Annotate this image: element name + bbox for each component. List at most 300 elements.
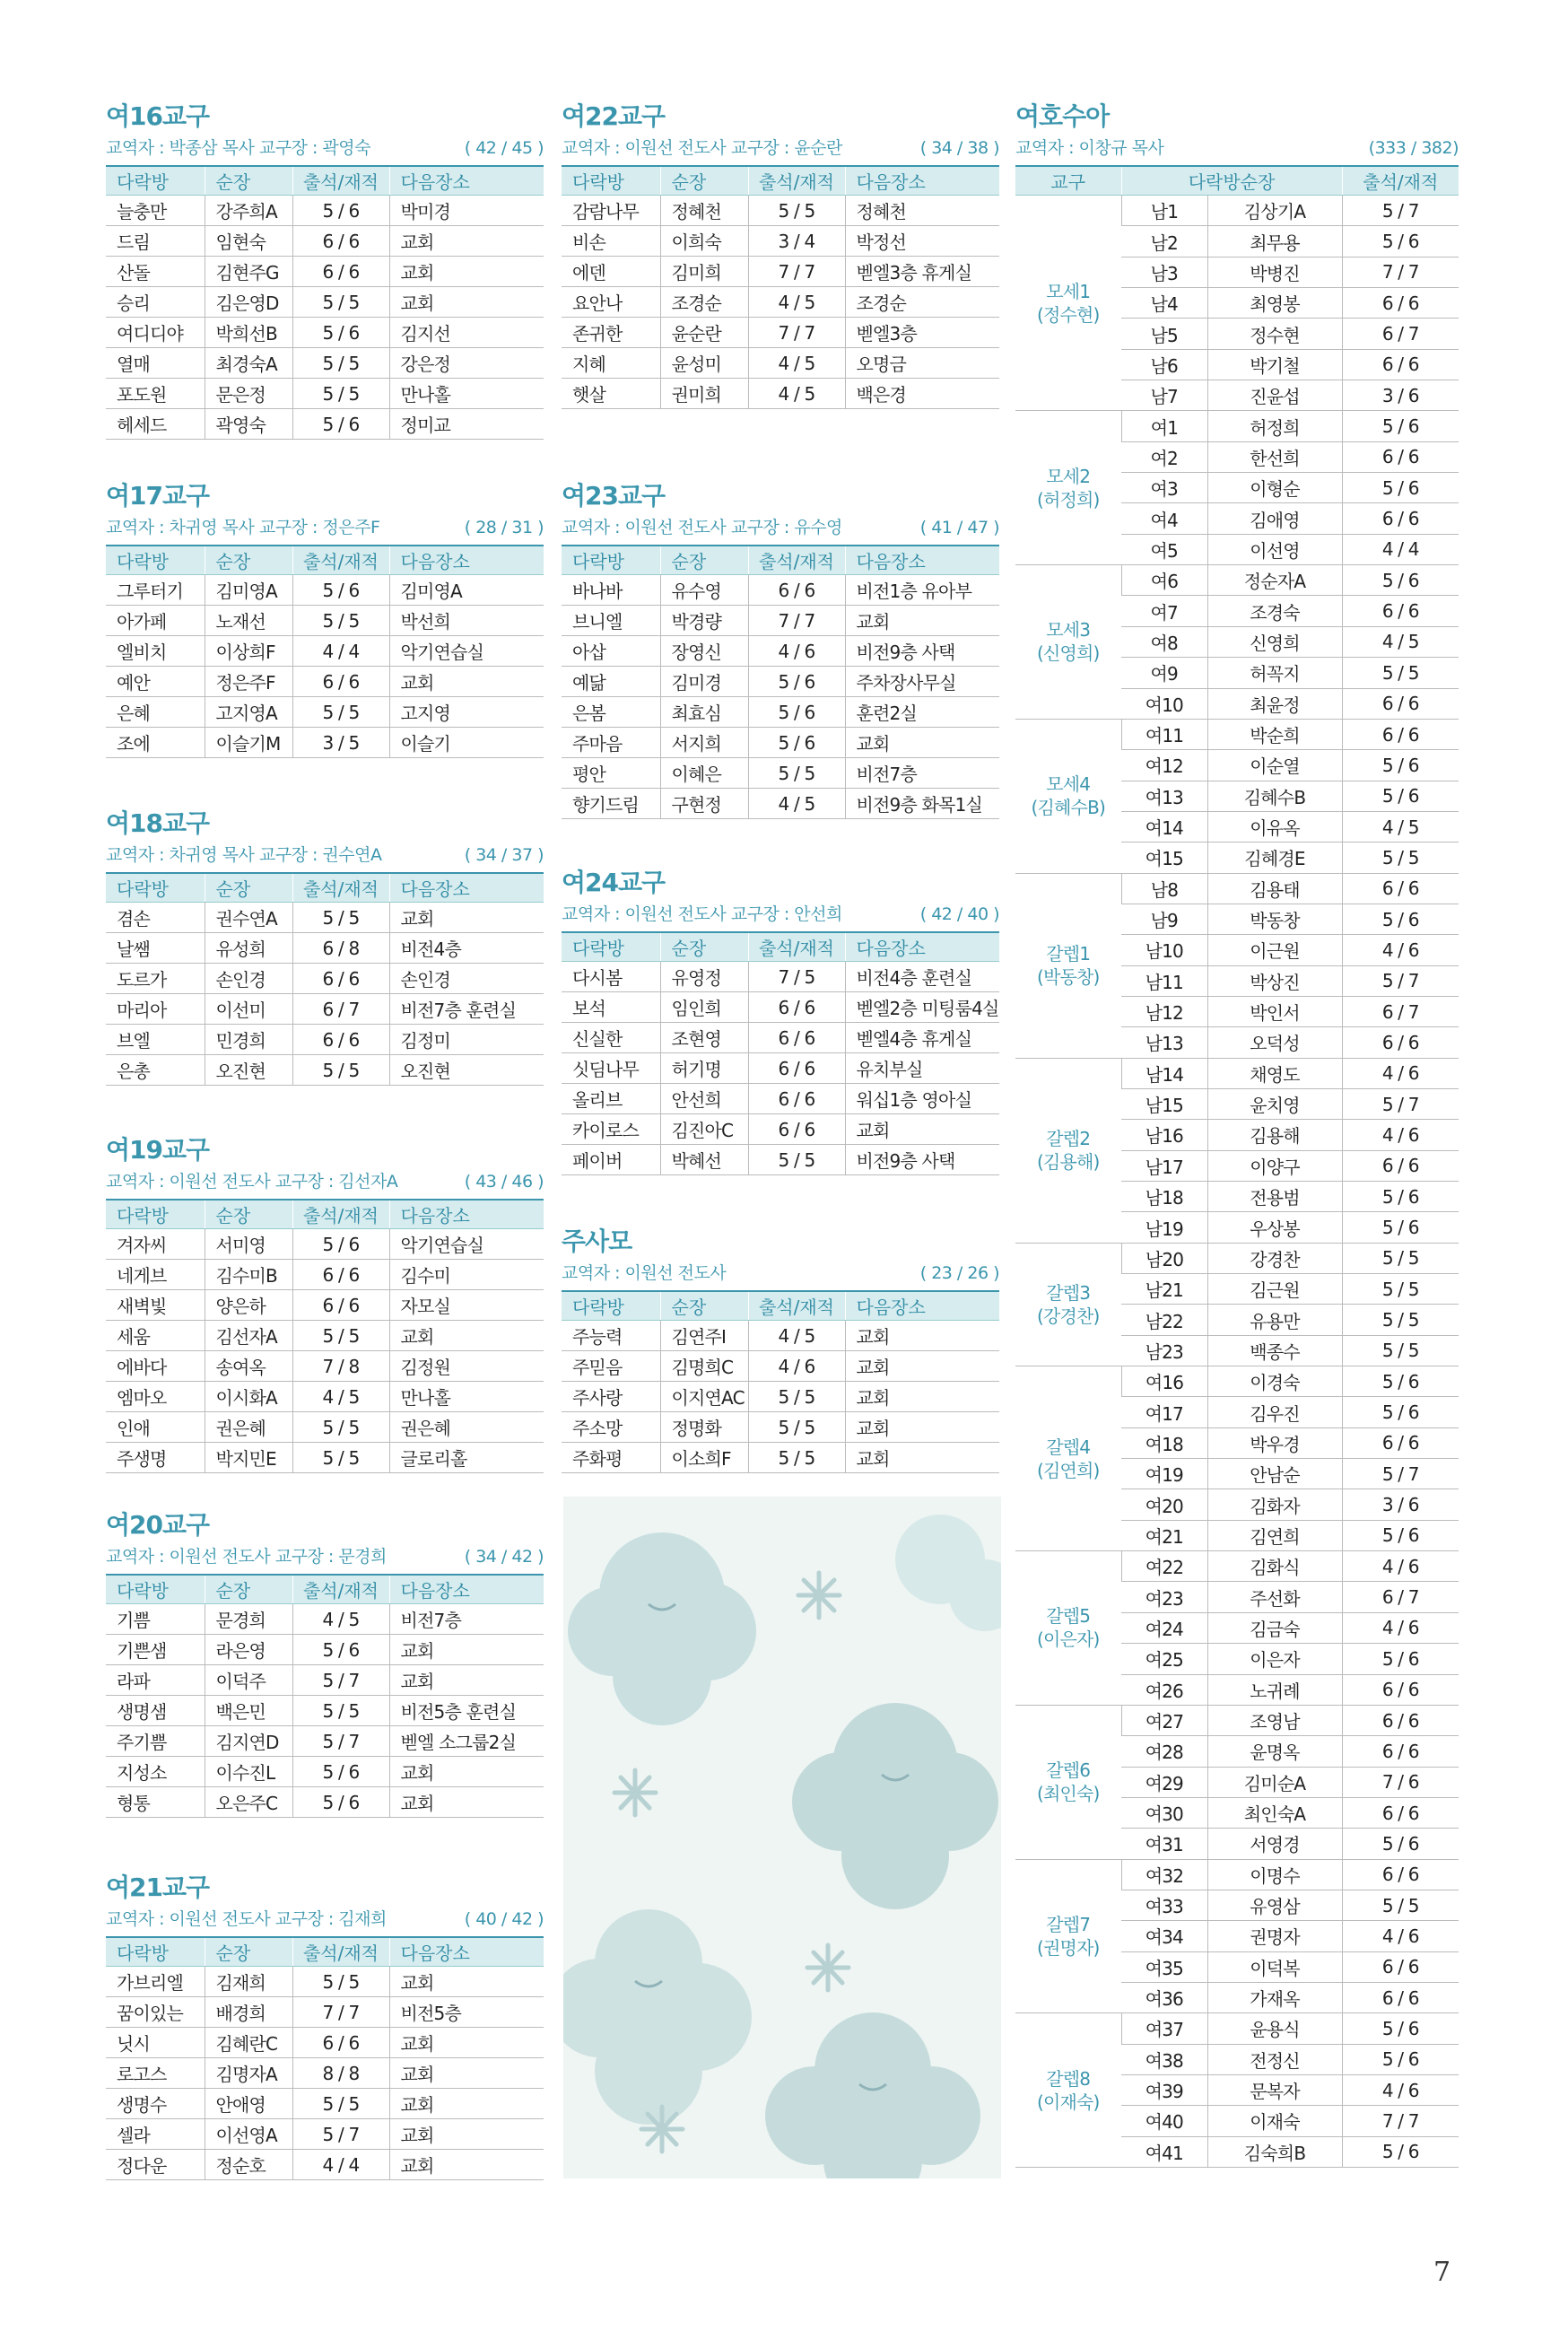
table-cell: 기쁜샘 bbox=[106, 1635, 205, 1665]
table-cell: 6 / 6 bbox=[1342, 596, 1459, 626]
table-cell: 비전7층 bbox=[389, 1604, 544, 1635]
table-cell: 교회 bbox=[389, 1635, 544, 1665]
section-meta-left: 교역자 : 이원선 전도사 bbox=[562, 1263, 727, 1283]
table-cell: 6 / 6 bbox=[1342, 1150, 1459, 1181]
table-row bbox=[106, 1025, 544, 1055]
table-cell: 4 / 4 bbox=[292, 636, 389, 667]
table-cell: 교회 bbox=[389, 1665, 544, 1696]
table-cell: 여12 bbox=[1121, 750, 1207, 781]
table-cell: 이지연AC bbox=[660, 1382, 748, 1412]
col-header-district: 교구 bbox=[1015, 166, 1121, 196]
table-cell: 5 / 6 bbox=[292, 1229, 389, 1260]
table-cell: 꿈이있는 bbox=[106, 1997, 205, 2028]
table-cell: 6 / 6 bbox=[292, 1025, 389, 1055]
table-cell: 4 / 4 bbox=[1342, 534, 1459, 564]
district-section bbox=[562, 867, 999, 1175]
table-cell: 6 / 6 bbox=[748, 575, 845, 606]
table-cell: 4 / 5 bbox=[292, 1604, 389, 1635]
table-cell: 날쌤 bbox=[106, 933, 205, 964]
table-row bbox=[562, 697, 999, 728]
table-cell: 6 / 6 bbox=[1342, 688, 1459, 719]
table-cell: 6 / 6 bbox=[748, 1053, 845, 1084]
group-cell bbox=[1015, 1243, 1121, 1366]
table-cell: 5 / 6 bbox=[1342, 1366, 1459, 1397]
table-cell: 여1 bbox=[1121, 411, 1207, 441]
table-row bbox=[562, 992, 999, 1023]
table-cell: 가재옥 bbox=[1207, 1982, 1342, 2012]
table-cell: 우상봉 bbox=[1207, 1212, 1342, 1243]
table-row bbox=[106, 226, 544, 257]
table-cell: 조에 bbox=[106, 728, 205, 758]
table-cell: 3 / 5 bbox=[292, 728, 389, 758]
table-cell: 이선영 bbox=[1207, 534, 1342, 564]
table-cell: 여32 bbox=[1121, 1859, 1207, 1890]
table-cell: 여39 bbox=[1121, 2074, 1207, 2105]
table-cell: 5 / 6 bbox=[292, 1757, 389, 1787]
table-cell: 여36 bbox=[1121, 1982, 1207, 2012]
table-row bbox=[562, 1443, 999, 1473]
group-name: 갈렙4 bbox=[1046, 1436, 1091, 1458]
table-cell: 남3 bbox=[1121, 257, 1207, 287]
table-row bbox=[106, 1635, 544, 1665]
group-leader: (김연희) bbox=[1036, 1459, 1100, 1481]
table-cell: 5 / 5 bbox=[292, 2089, 389, 2119]
table-cell: 5 / 6 bbox=[1342, 904, 1459, 934]
table-cell: 이명수 bbox=[1207, 1859, 1342, 1890]
section-meta-right: ( 43 / 46 ) bbox=[464, 1172, 544, 1192]
table-cell: 이경숙 bbox=[1207, 1366, 1342, 1397]
table-cell: 김용해 bbox=[1207, 1120, 1342, 1150]
table-cell: 김화식 bbox=[1207, 1551, 1342, 1582]
column-header: 출석/재적 bbox=[292, 1200, 389, 1229]
table-cell: 주화평 bbox=[562, 1443, 660, 1473]
group-name: 갈렙6 bbox=[1046, 1759, 1091, 1782]
table-cell: 교회 bbox=[845, 1382, 999, 1412]
table-cell: 곽영숙 bbox=[205, 409, 292, 440]
table-cell: 6 / 6 bbox=[1342, 1951, 1459, 1982]
section-title: 여21교구 bbox=[106, 1873, 210, 1902]
table-cell: 정미교 bbox=[389, 409, 544, 440]
table-cell: 김진아C bbox=[660, 1114, 748, 1145]
table-cell: 교회 bbox=[389, 1967, 544, 1997]
table-cell: 여29 bbox=[1121, 1767, 1207, 1797]
group-name: 갈렙5 bbox=[1046, 1605, 1091, 1628]
table-cell: 훈련2실 bbox=[845, 697, 999, 728]
table-cell: 윤성미 bbox=[660, 348, 748, 379]
table-cell: 보석 bbox=[562, 992, 660, 1023]
table-cell: 유영삼 bbox=[1207, 1890, 1342, 1920]
table-cell: 6 / 7 bbox=[1342, 1582, 1459, 1612]
table-cell: 이수진L bbox=[205, 1757, 292, 1787]
table-cell: 비전9층 화목1실 bbox=[845, 789, 999, 819]
table-cell: 한선희 bbox=[1207, 441, 1342, 472]
table-cell: 남16 bbox=[1121, 1120, 1207, 1150]
table-row bbox=[106, 1787, 544, 1818]
table-cell: 교회 bbox=[389, 2150, 544, 2180]
table-cell: 여33 bbox=[1121, 1890, 1207, 1920]
table-cell: 아가페 bbox=[106, 606, 205, 636]
table-row bbox=[106, 667, 544, 697]
table-cell: 여9 bbox=[1121, 658, 1207, 688]
column-header: 출석/재적 bbox=[292, 166, 389, 196]
section-meta-left: 교역자 : 이원선 전도사 교구장 : 안선희 bbox=[562, 904, 842, 924]
table-cell: 남2 bbox=[1121, 226, 1207, 257]
table-cell: 장영신 bbox=[660, 636, 748, 667]
district-table bbox=[106, 545, 544, 758]
table-cell: 김정미 bbox=[389, 1025, 544, 1055]
table-cell: 김미영A bbox=[389, 575, 544, 606]
table-cell: 오진현 bbox=[389, 1055, 544, 1086]
table-cell: 셀라 bbox=[106, 2119, 205, 2150]
table-cell: 박지민E bbox=[205, 1443, 292, 1473]
table-cell: 비전9층 사택 bbox=[845, 1145, 999, 1175]
table-cell: 5 / 5 bbox=[292, 1321, 389, 1351]
table-cell: 여40 bbox=[1121, 2106, 1207, 2136]
table-cell: 5 / 5 bbox=[292, 348, 389, 379]
table-cell: 여27 bbox=[1121, 1705, 1207, 1735]
table-cell: 5 / 6 bbox=[748, 697, 845, 728]
table-cell: 5 / 7 bbox=[292, 2119, 389, 2150]
section-meta-right: (333 / 382) bbox=[1368, 138, 1459, 158]
table-cell: 이은자 bbox=[1207, 1644, 1342, 1674]
table-row bbox=[106, 409, 544, 440]
table-cell: 노재선 bbox=[205, 606, 292, 636]
section-meta bbox=[562, 1262, 999, 1285]
table-cell: 이재숙 bbox=[1207, 2106, 1342, 2136]
table-row bbox=[562, 1053, 999, 1084]
table-cell: 김미경 bbox=[660, 667, 748, 697]
table-cell: 여34 bbox=[1121, 1921, 1207, 1951]
table-cell: 윤치영 bbox=[1207, 1088, 1342, 1119]
table-cell: 남4 bbox=[1121, 288, 1207, 319]
table-cell: 네게브 bbox=[106, 1260, 205, 1290]
table-cell: 4 / 6 bbox=[1342, 1612, 1459, 1643]
section-title: 여16교구 bbox=[106, 101, 210, 131]
column-header: 다락방 bbox=[106, 1937, 205, 1967]
col-header-attendance: 출석/재적 bbox=[1342, 166, 1459, 196]
table-cell: 6 / 6 bbox=[748, 1114, 845, 1145]
table-cell: 바나바 bbox=[562, 575, 660, 606]
table-cell: 교회 bbox=[389, 903, 544, 933]
table-cell: 5 / 5 bbox=[1342, 1305, 1459, 1335]
group-name: 갈렙7 bbox=[1046, 1913, 1091, 1935]
table-cell: 로고스 bbox=[106, 2058, 205, 2089]
section-title: 여24교구 bbox=[562, 868, 666, 897]
column-header: 순장 bbox=[205, 873, 292, 903]
table-cell: 4 / 5 bbox=[748, 379, 845, 409]
table-cell: 7 / 6 bbox=[1342, 1767, 1459, 1797]
table-cell: 김명희C bbox=[660, 1351, 748, 1382]
column-header: 다음장소 bbox=[389, 1575, 544, 1604]
table-cell: 3 / 4 bbox=[748, 226, 845, 257]
table-cell: 5 / 5 bbox=[748, 1443, 845, 1473]
table-cell: 주능력 bbox=[562, 1321, 660, 1351]
table-row bbox=[106, 1604, 544, 1635]
table-cell: 비전7층 bbox=[845, 758, 999, 789]
table-cell: 남14 bbox=[1121, 1058, 1207, 1088]
section-meta bbox=[106, 1908, 544, 1931]
table-row bbox=[562, 257, 999, 287]
table-cell: 여19 bbox=[1121, 1459, 1207, 1489]
section-meta bbox=[1015, 136, 1459, 160]
table-cell: 5 / 6 bbox=[748, 728, 845, 758]
table-cell: 6 / 6 bbox=[292, 964, 389, 994]
table-cell: 6 / 7 bbox=[1342, 996, 1459, 1026]
table-row bbox=[106, 1260, 544, 1290]
table-cell: 은혜 bbox=[106, 697, 205, 728]
table-cell: 벧엘4층 휴게실 bbox=[845, 1023, 999, 1053]
table-cell: 다시봄 bbox=[562, 962, 660, 992]
section-meta-right: ( 34 / 37 ) bbox=[464, 845, 544, 865]
table-cell: 5 / 6 bbox=[1342, 411, 1459, 441]
section-meta-left: 교역자 : 차귀영 목사 교구장 : 정은주F bbox=[106, 518, 380, 537]
table-cell: 8 / 8 bbox=[292, 2058, 389, 2089]
column-header: 출석/재적 bbox=[292, 1937, 389, 1967]
table-cell: 이상희F bbox=[205, 636, 292, 667]
table-cell: 민경희 bbox=[205, 1025, 292, 1055]
section-title: 여23교구 bbox=[562, 481, 666, 511]
table-cell: 주소망 bbox=[562, 1412, 660, 1443]
table-row bbox=[106, 257, 544, 287]
table-cell: 5 / 6 bbox=[1342, 226, 1459, 257]
group-leader: (이은자) bbox=[1036, 1628, 1100, 1651]
table-cell: 늘충만 bbox=[106, 196, 205, 226]
table-cell: 이덕주 bbox=[205, 1665, 292, 1696]
table-cell: 4 / 5 bbox=[748, 348, 845, 379]
table-cell: 예안 bbox=[106, 667, 205, 697]
table-cell: 교회 bbox=[389, 2089, 544, 2119]
section-meta-right: ( 34 / 38 ) bbox=[919, 138, 999, 158]
table-cell: 6 / 6 bbox=[1342, 349, 1459, 380]
table-cell: 여35 bbox=[1121, 1951, 1207, 1982]
table-row bbox=[106, 318, 544, 348]
table-cell: 최경숙A bbox=[205, 348, 292, 379]
table-row bbox=[106, 1967, 544, 1997]
group-leader: (허정희) bbox=[1036, 488, 1100, 511]
table-cell: 카이로스 bbox=[562, 1114, 660, 1145]
table-row bbox=[106, 2058, 544, 2089]
table-cell: 여2 bbox=[1121, 441, 1207, 472]
section-meta-left: 교역자 : 이창규 목사 bbox=[1015, 138, 1164, 158]
column-header: 순장 bbox=[660, 166, 748, 196]
section-meta bbox=[562, 903, 999, 926]
table-cell: 5 / 7 bbox=[1342, 1088, 1459, 1119]
district-table bbox=[106, 1574, 544, 1818]
table-cell: 지혜 bbox=[562, 348, 660, 379]
group-cell bbox=[1015, 719, 1121, 873]
table-cell: 라파 bbox=[106, 1665, 205, 1696]
table-row bbox=[562, 226, 999, 257]
district-table bbox=[106, 872, 544, 1086]
column-header: 다음장소 bbox=[845, 1291, 999, 1321]
group-name: 모세2 bbox=[1046, 465, 1091, 487]
table-cell: 겨자씨 bbox=[106, 1229, 205, 1260]
table-row bbox=[562, 789, 999, 819]
table-cell: 이시화A bbox=[205, 1382, 292, 1412]
table-row bbox=[106, 379, 544, 409]
column-header: 다락방 bbox=[562, 546, 660, 575]
table-cell: 엘비치 bbox=[106, 636, 205, 667]
table-cell: 싯딤나무 bbox=[562, 1053, 660, 1084]
table-row bbox=[106, 2028, 544, 2058]
table-row bbox=[1015, 719, 1459, 749]
table-cell: 이희숙 bbox=[660, 226, 748, 257]
table-row bbox=[562, 636, 999, 667]
table-row bbox=[1015, 873, 1459, 904]
table-cell: 드림 bbox=[106, 226, 205, 257]
table-row bbox=[562, 962, 999, 992]
table-cell: 백종수 bbox=[1207, 1335, 1342, 1366]
table-cell: 교회 bbox=[845, 1351, 999, 1382]
table-cell: 김애영 bbox=[1207, 503, 1342, 534]
table-cell: 악기연습실 bbox=[389, 1229, 544, 1260]
column-header: 다음장소 bbox=[389, 1200, 544, 1229]
table-cell: 남9 bbox=[1121, 904, 1207, 934]
table-cell: 여23 bbox=[1121, 1582, 1207, 1612]
table-cell: 김지선 bbox=[389, 318, 544, 348]
table-cell: 허기명 bbox=[660, 1053, 748, 1084]
table-cell: 주사랑 bbox=[562, 1382, 660, 1412]
section-meta bbox=[106, 516, 544, 539]
table-cell: 교회 bbox=[389, 2058, 544, 2089]
table-cell: 안애영 bbox=[205, 2089, 292, 2119]
table-cell: 유성희 bbox=[205, 933, 292, 964]
table-row bbox=[562, 575, 999, 606]
table-cell: 김숙희B bbox=[1207, 2136, 1342, 2167]
table-cell: 닛시 bbox=[106, 2028, 205, 2058]
yeohosua-table bbox=[1015, 165, 1459, 2168]
table-cell: 여24 bbox=[1121, 1612, 1207, 1643]
table-cell: 5 / 6 bbox=[292, 575, 389, 606]
table-cell: 안남순 bbox=[1207, 1459, 1342, 1489]
table-cell: 박혜선 bbox=[660, 1145, 748, 1175]
district-section bbox=[562, 480, 999, 819]
column-header: 다락방 bbox=[562, 1291, 660, 1321]
table-cell: 벧엘3층 휴게실 bbox=[845, 257, 999, 287]
table-cell: 권미희 bbox=[660, 379, 748, 409]
table-row bbox=[106, 1382, 544, 1412]
table-row bbox=[562, 1023, 999, 1053]
table-cell: 여31 bbox=[1121, 1829, 1207, 1859]
table-row bbox=[106, 994, 544, 1025]
table-cell: 김수미 bbox=[389, 1260, 544, 1290]
table-row bbox=[106, 1351, 544, 1382]
table-cell: 5 / 5 bbox=[1342, 1890, 1459, 1920]
table-cell: 비전4층 bbox=[389, 933, 544, 964]
table-cell: 권은혜 bbox=[389, 1412, 544, 1443]
group-cell bbox=[1015, 873, 1121, 1058]
group-cell bbox=[1015, 2013, 1121, 2168]
table-row bbox=[106, 1997, 544, 2028]
table-row bbox=[1015, 565, 1459, 596]
table-cell: 정순자A bbox=[1207, 565, 1342, 596]
table-cell: 여21 bbox=[1121, 1520, 1207, 1550]
table-cell: 5 / 6 bbox=[1342, 1829, 1459, 1859]
section-title: 여18교구 bbox=[106, 808, 210, 838]
section-meta bbox=[106, 843, 544, 867]
table-cell: 4 / 5 bbox=[748, 1321, 845, 1351]
table-cell: 4 / 4 bbox=[292, 2150, 389, 2180]
section-meta-right: ( 40 / 42 ) bbox=[464, 1909, 544, 1929]
table-cell: 여4 bbox=[1121, 503, 1207, 534]
table-cell: 여22 bbox=[1121, 1551, 1207, 1582]
section-title: 주사모 bbox=[562, 1227, 632, 1256]
table-cell: 최무용 bbox=[1207, 226, 1342, 257]
column-header: 순장 bbox=[205, 1575, 292, 1604]
table-row bbox=[562, 728, 999, 758]
table-cell: 주선화 bbox=[1207, 1582, 1342, 1612]
section-title: 여22교구 bbox=[562, 101, 666, 131]
table-cell: 여15 bbox=[1121, 842, 1207, 873]
table-cell: 벧엘2층 미팅룸4실 bbox=[845, 992, 999, 1023]
table-cell: 주믿음 bbox=[562, 1351, 660, 1382]
district-table bbox=[106, 1199, 544, 1473]
table-cell: 김상기A bbox=[1207, 196, 1342, 226]
table-cell: 교회 bbox=[389, 257, 544, 287]
table-cell: 남7 bbox=[1121, 380, 1207, 411]
table-cell: 6 / 6 bbox=[1342, 1674, 1459, 1705]
table-row bbox=[106, 287, 544, 318]
column-header: 순장 bbox=[660, 1291, 748, 1321]
table-cell: 4 / 6 bbox=[1342, 1120, 1459, 1150]
table-cell: 남20 bbox=[1121, 1243, 1207, 1273]
table-cell: 백은경 bbox=[845, 379, 999, 409]
table-row bbox=[562, 758, 999, 789]
table-cell: 박경량 bbox=[660, 606, 748, 636]
table-cell: 문복자 bbox=[1207, 2074, 1342, 2105]
table-cell: 6 / 6 bbox=[1342, 1705, 1459, 1735]
table-cell: 김미희 bbox=[660, 257, 748, 287]
column-header: 출석/재적 bbox=[292, 1575, 389, 1604]
page-number: 7 bbox=[1433, 2257, 1451, 2288]
district-section bbox=[106, 1509, 544, 1818]
table-cell: 5 / 5 bbox=[292, 606, 389, 636]
table-cell: 김용태 bbox=[1207, 873, 1342, 904]
table-cell: 인애 bbox=[106, 1412, 205, 1443]
table-cell: 김우진 bbox=[1207, 1397, 1342, 1427]
group-leader: (권명자) bbox=[1036, 1936, 1100, 1959]
table-row bbox=[1015, 1859, 1459, 1890]
table-cell: 7 / 7 bbox=[748, 257, 845, 287]
table-row bbox=[1015, 1243, 1459, 1273]
table-cell: 김재희 bbox=[205, 1967, 292, 1997]
table-row bbox=[1015, 2013, 1459, 2044]
table-cell: 교회 bbox=[845, 1412, 999, 1443]
table-cell: 여디디야 bbox=[106, 318, 205, 348]
district-section bbox=[106, 808, 544, 1086]
table-cell: 비전4층 훈련실 bbox=[845, 962, 999, 992]
table-cell: 5 / 6 bbox=[292, 1787, 389, 1818]
table-cell: 조현영 bbox=[660, 1023, 748, 1053]
table-cell: 6 / 6 bbox=[1342, 441, 1459, 472]
table-cell: 최윤정 bbox=[1207, 688, 1342, 719]
table-cell: 6 / 6 bbox=[1342, 1859, 1459, 1890]
table-cell: 교회 bbox=[845, 1443, 999, 1473]
group-leader: (박동창) bbox=[1036, 966, 1100, 989]
table-cell: 교회 bbox=[389, 226, 544, 257]
table-cell: 열매 bbox=[106, 348, 205, 379]
table-cell: 박병진 bbox=[1207, 257, 1342, 287]
table-cell: 5 / 5 bbox=[292, 1412, 389, 1443]
table-row bbox=[562, 667, 999, 697]
table-cell: 6 / 7 bbox=[292, 994, 389, 1025]
table-cell: 은총 bbox=[106, 1055, 205, 1086]
section-meta-right: ( 42 / 45 ) bbox=[464, 138, 544, 158]
table-cell: 남19 bbox=[1121, 1212, 1207, 1243]
table-cell: 이덕복 bbox=[1207, 1951, 1342, 1982]
section-meta-left: 교역자 : 이원선 전도사 교구장 : 김선자A bbox=[106, 1172, 398, 1192]
district-section bbox=[106, 480, 544, 758]
